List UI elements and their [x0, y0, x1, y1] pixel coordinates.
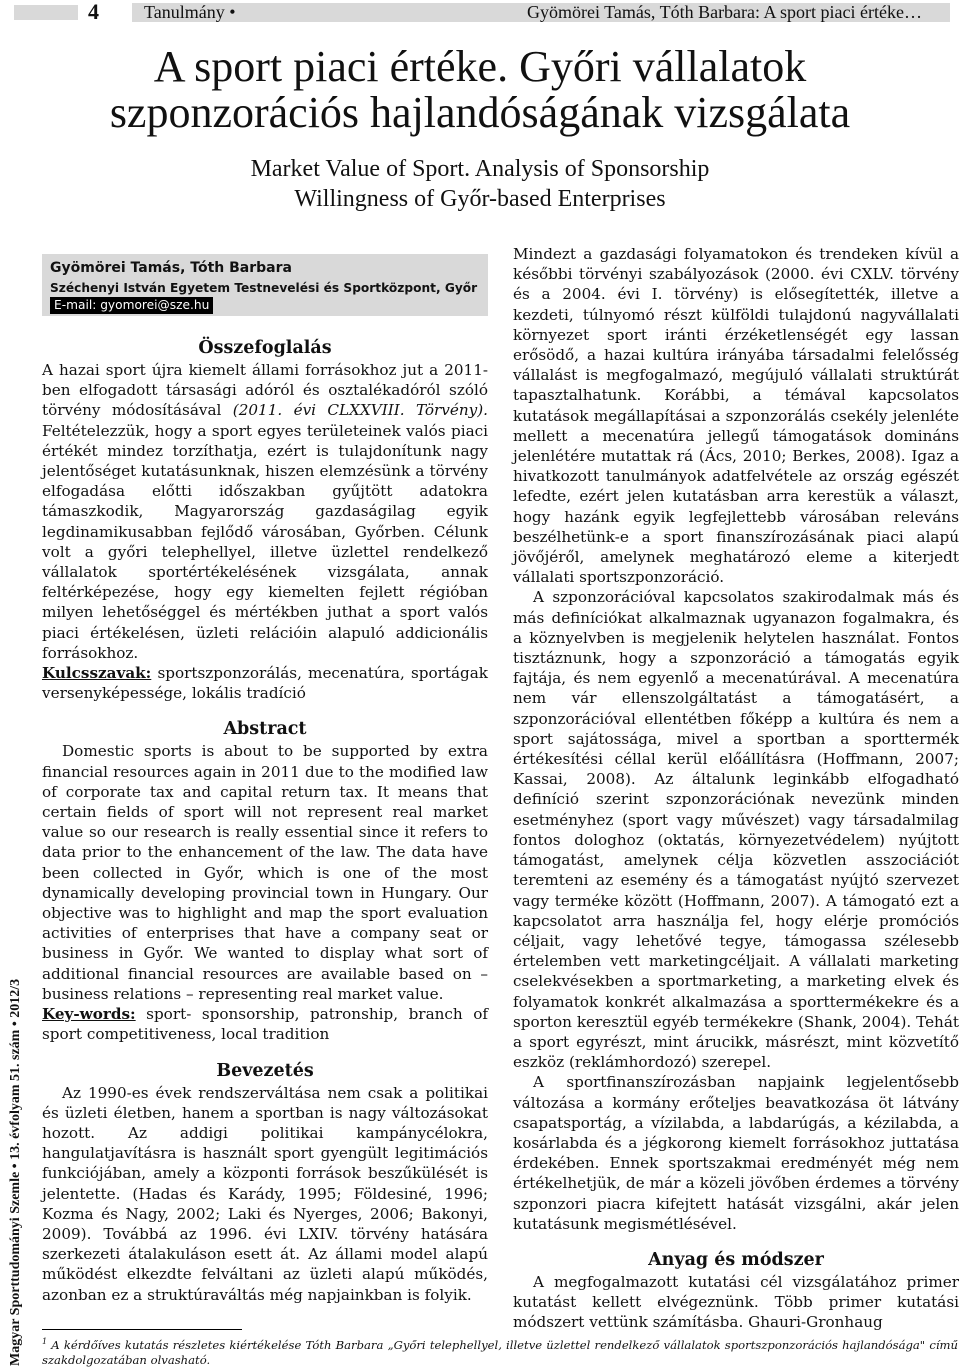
running-title: Gyömörei Tamás, Tóth Barbara: A sport piaci értéke…	[527, 2, 922, 22]
title-line-2: szponzorációs hajlandóságának vizsgálata	[109, 88, 851, 137]
keywords-label: Kulcsszavak:	[42, 664, 152, 683]
summary-keywords	[42, 663, 488, 703]
abstract-keywords	[42, 1004, 488, 1044]
article-title	[0, 44, 960, 136]
subtitle-line-2: Willingness of Győr-based Enterprises	[294, 186, 666, 212]
key-words-text: sport- sponsorship, patronship, branch of sport competitiveness, local tradition	[42, 1005, 488, 1044]
email-text: E-mail: gyomorei@sze.hu	[50, 297, 213, 314]
summary-law-ref: (2011. évi CLXXVIII. Törvény).	[232, 401, 488, 420]
footnote-rule	[42, 1329, 242, 1330]
right-column	[513, 244, 959, 1333]
abstract-heading: Abstract	[223, 719, 307, 740]
author-affiliation: Széchenyi István Egyetem Testnevelési és Sportközpont, Győr	[50, 281, 478, 295]
running-header	[132, 3, 950, 22]
right-paragraph-1: Mindezt a gazdasági folyamatokon és trendeken kívül a későbbi törvényi szabályozások (2000. évi CXLV. törvény és a 2004. évi I. törvény) is elősegítették, illetve a kezdeti, túlnyomó részt külföldi tulajdonú nagyvállalati környezet sport iránti érzéketlenségét egy lassan erősödő, a hazai kultúra irányába társadalmi felelősség vállalást is megfogalmazó, megújuló vállalati struktúrát tapasztalhatunk. Korábbi, a témával kapcsolatos kutatások megállapításai a szponzorálás csekély jelenléte mellett a mecenatúra jellegű támogatások domináns jelenlétére mutattak rá (Ács, 2010; Berkes, 2008). Igaz a hivatkozott tanulmányok adatfelvétele az ország egészét lefedte, ezért jelen kutatásban arra kerestük a választ, hogy hazánk egyik legfejlettebb városában releváns beszélhetünk-e a sport finanszírozásának piaci alapú jövőjéről, amelynek meghatározó eleme a kiterjedt vállalati sportszponzoráció.	[513, 245, 959, 587]
methods-text: A megfogalmazott kutatási cél vizsgálatához primer kutatást kellett elvégeznünk. Több primer kutatási módszert vettünk számításba. Ghauri-Gronhaug	[513, 1272, 959, 1332]
left-column	[42, 254, 488, 1305]
footnote-text: A kérdőíves kutatás részletes kiértékelése Tóth Barbara „Győri telephellyel, illetve üzlettel rendelkező vállalatok sportszponzorációs hajlandósága" című szakdolgozatában olvasható.	[42, 1337, 958, 1367]
introduction-heading: Bevezetés	[216, 1060, 314, 1081]
header-decor-bar	[14, 5, 78, 20]
title-line-1: A sport piaci értéke. Győri vállalatok	[153, 42, 807, 91]
introduction-text: Az 1990-es évek rendszerváltása nem csak a politikai és üzleti életben, hanem a sportban is nagy változásokat hozott. Az addigi politikai kampánycélokra, hangulatjavításra is használt sport gyengült legitimációs funkciójában, amely a központi források beszűkülését is jelentette. (Hadas és Karády, 1995; Földesiné, 1996; Kozma és Nagy, 2002; Laki és Nyerges, 2006; Bakonyi, 2009). Továbbá az 1996. évi LXIV. törvény hatására szerkezeti átalakuláson esett át. Az állami model alapú működést elkezdte felváltani az üzleti alapú működés, azonban ez a struktúraváltás még napjainkban is folyik.	[42, 1083, 488, 1304]
article-subtitle	[0, 154, 960, 214]
section-label: Tanulmány •	[144, 2, 236, 22]
summary-text-b: Feltételezzük, hogy a sport egyes területeinek valós piaci értékét mindez torzíthatja, ezért is tulajdonítunk nagy jelentőséget kutatásunknak, hiszen elemzésünk a törvény elfogadása előtti időszakban gyűjtött adatokra támaszkodik, Magyarország gazdaságilag egyik legdinamikusabban fejlődő városában, Győrben. Célunk volt a győri telephellyel, illetve üzlettel rendelkező vállalatok sportértékelésének vizsgálata, annak feltérképezése, hogy egy kiemelten fejlett régióban milyen lehetőséggel és mértékben juthat a sport valós piaci értékelésen, üzleti relációin alapuló addicionális forrásokhoz.	[42, 421, 488, 662]
key-words-label: Key-words:	[42, 1005, 136, 1024]
footnote-marker: 1	[42, 1337, 48, 1346]
summary-text-a: A hazai sport újra kiemelt állami forrásokhoz jut a 2011-ben elfogadott társasági adóról és osztalékadóról szóló törvény módosításával	[42, 361, 488, 420]
keywords-text: sportszponzorálás, mecenatúra, sportágak versenyképessége, lokális tradíció	[42, 664, 488, 703]
right-paragraph-3: A sportfinanszírozásban napjaink legjelentősebb változása a kormány erőteljes beavatkozása öt látvány csapatsportág, a vízilabda, a labdarúgás, a kézilabda, a kosárlabda és a jégkorong kiemelt forrásokhoz juttatása érdekében. Ennek sportszakmai eredményét még nem értékelhetjük, de már a közeli jövőben érdemes a törvény szponzori piacra kifejtett hatását vizsgálni, akár jelen kutatásunk megismétlésével.	[513, 1073, 959, 1233]
journal-side-label: Magyar Sporttudományi Szemle • 13. évfolyam 51. szám • 2012/3	[8, 978, 23, 1366]
right-paragraph-2: A szponzorációval kapcsolatos szakirodalmak más és más definíciókat alkalmaznak ugyanazon fogalmakra, és a köznyelvben is megjelenik helytelen használat. Fontos tisztáznunk, hogy a szponzoráció a támogatás egyik fajtája, és nem egyenlő a mecenatúrával. A mecenatúra nem vár ellenszolgáltatást a támogatásért, a szponzorációval ellentétben főképp a kultúra és nem a sport sajátossága, mivel a sportban a sporttermék értékesítési céllal kerül előállításra (Hoffmann, 2007; Kassai, 2008). Az általunk leginkább elfogadható definíció szerint szponzorációnak nevezünk minden esetményhez (sport vagy művészet) vagy társadalmilag fontos dologhoz (oktatás, környezetvédelem) nyújtott támogatást, amelynek célja közvetlen asszociációt teremteni az esemény és a támogatást nyújtó szervezet vagy terméke között (Hoffmann, 2007). A támogató ezt a kapcsolatot arra használja fel, hogy elérje promóciós céljait, vagy lehetővé tegye, támogassa szélesebb értelemben vett marketingcéljait. A vállalati marketing cselekvésekben a sportmarketing, a marketing elvek és folyamatok konkrét alkalmazása a sporttermékekre és a sporton keresztül egyéb termékekre (Shank, 2004). Tehát a sport egyrészt, mint árucikk, másrészt, mint közvetítő eszköz (reklámhordozó) szerepel.	[513, 588, 959, 1072]
methods-heading: Anyag és módszer	[648, 1249, 824, 1270]
author-box	[42, 254, 488, 316]
author-names: Gyömörei Tamás, Tóth Barbara	[50, 260, 292, 276]
page-number: 4	[88, 0, 99, 24]
author-email	[50, 297, 482, 314]
subtitle-line-1: Market Value of Sport. Analysis of Sponsorship	[250, 156, 710, 182]
footnote	[42, 1334, 958, 1368]
summary-text	[42, 360, 488, 663]
abstract-text: Domestic sports is about to be supported by extra financial resources again in 2011 due to the modified law of corporate tax and capital return tax. It means that certain fields of sport will not represent real market value so our research is really essential since it refers to data prior to the enhancement of the law. The data have been collected in Győr, which is one of the most dynamically developing provincial town in Hungary. Our objective was to highlight and map the sport evaluation activities of enterprises that have a company seat or business in Győr. We wanted to display what sort of additional financial resources are available based on – business relations – representing real market value.	[42, 742, 488, 1003]
summary-heading: Összefoglalás	[198, 338, 332, 358]
